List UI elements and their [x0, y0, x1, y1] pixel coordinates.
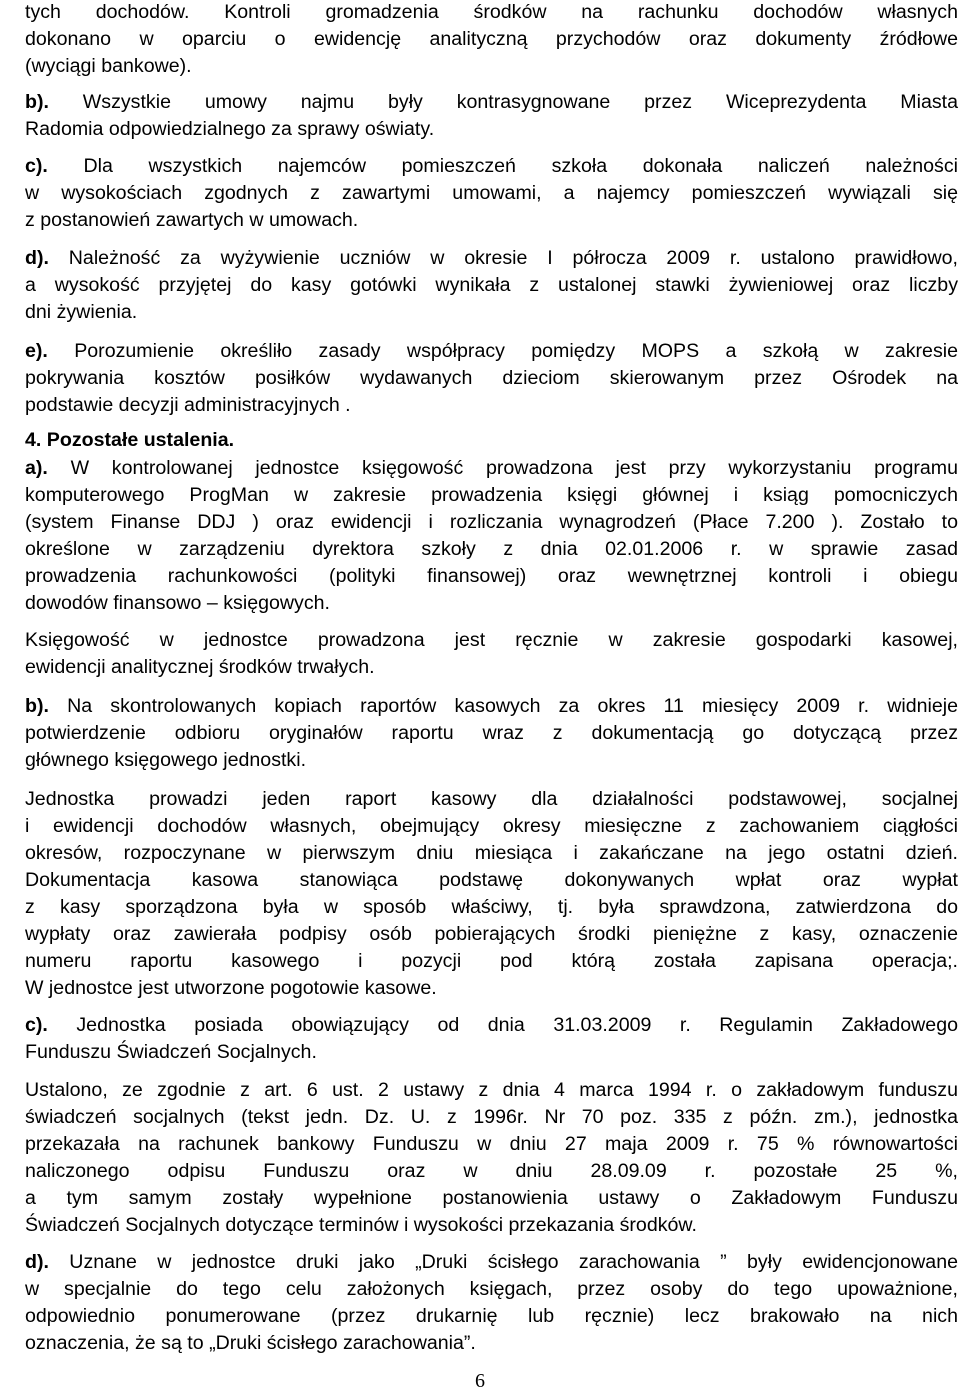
text-line: [25, 921, 958, 948]
text-line: [25, 867, 958, 894]
text-line: [25, 563, 958, 590]
line-text: i ewidencji dochodów własnych, obejmujący okresy miesięczne z zachowaniem ciągłości: [25, 815, 958, 837]
text-line: [25, 26, 958, 53]
item-label: a).: [25, 457, 48, 479]
line-text: Funduszu Świadczeń Socjalnych.: [25, 1041, 317, 1063]
line-text: (wyciągi bankowe).: [25, 55, 192, 77]
text-line: [25, 786, 958, 813]
text-line: [25, 1249, 958, 1276]
text-line: [25, 207, 958, 234]
text-line: [25, 627, 958, 654]
line-text: określone w zarządzeniu dyrektora szkoły z dnia 02.01.2006 r. w sprawie zasad: [25, 538, 958, 560]
item-label: d).: [25, 247, 49, 269]
text-line: [25, 392, 958, 419]
line-text: numeru raportu kasowego i pozycji pod którą została zapisana operacja;.: [25, 950, 958, 972]
line-text: z kasy sporządzona była w sposób właściwy, tj. była sprawdzona, zatwierdzona do: [25, 896, 958, 918]
text-line: [25, 1012, 958, 1039]
paragraph-c2b: [25, 1077, 958, 1239]
line-text: z postanowień zawartych w umowach.: [25, 209, 359, 231]
line-text: (system Finanse DDJ ) oraz ewidencji i rozliczania wynagrodzeń (Płace 7.200 ). Zostało to: [25, 511, 958, 533]
line-text: dowodów finansowo – księgowych.: [25, 592, 330, 614]
text-line: [25, 455, 958, 482]
line-text: dokonano w oparciu o ewidencję analityczną przychodów oraz dokumenty źródłowe: [25, 28, 958, 50]
item-label: e).: [25, 340, 48, 362]
text-line: [25, 0, 958, 26]
line-text: ewidencji analitycznej środków trwałych.: [25, 656, 375, 678]
line-text: W jednostce jest utworzone pogotowie kasowe.: [25, 977, 437, 999]
line-text: Ustalono, ze zgodnie z art. 6 ust. 2 ustawy z dnia 4 marca 1994 r. o zakładowym funduszu: [25, 1079, 958, 1101]
text-line: [25, 1303, 958, 1330]
text-line: [25, 720, 958, 747]
line-text: potwierdzenie odbioru oryginałów raportu wraz z dokumentacją go dotyczącą przez: [25, 722, 958, 744]
line-text: pokrywania kosztów posiłków wydawanych dzieciom skierowanym przez Ośrodek na: [25, 367, 958, 389]
line-text: komputerowego ProgMan w zakresie prowadzenia księgi głównej i ksiąg pomocniczych: [25, 484, 958, 506]
line-text: Uznane w jednostce druki jako „Druki ścisłego zarachowania ” były ewidencjonowane: [48, 1251, 958, 1273]
text-line: [25, 693, 958, 720]
line-text: w specjalnie do tego celu założonych księgach, przez osoby do tego upoważnione,: [25, 1278, 958, 1300]
text-line: [25, 53, 958, 80]
line-text: Jednostka prowadzi jeden raport kasowy dla działalności podstawowej, socjalnej: [25, 788, 958, 810]
line-text: tych dochodów. Kontroli gromadzenia środków na rachunku dochodów własnych: [25, 1, 958, 23]
line-text: Dla wszystkich najemców pomieszczeń szkoła dokonała naliczeń należności: [47, 155, 958, 177]
text-line: [25, 654, 958, 681]
text-line: [25, 153, 958, 180]
line-text: Księgowość w jednostce prowadzona jest ręcznie w zakresie gospodarki kasowej,: [25, 629, 958, 651]
paragraph-c2: [25, 1012, 958, 1066]
text-line: [25, 89, 958, 116]
line-text: odpowiednio ponumerowane (przez drukarnię lub ręcznie) lecz brakowało na nich: [25, 1305, 958, 1327]
item-label: c).: [25, 1014, 48, 1036]
text-line: [25, 813, 958, 840]
text-line: [25, 1039, 958, 1066]
paragraph-intro: [25, 0, 958, 80]
line-text: naliczonego odpisu Funduszu oraz w dniu 28.09.09 r. pozostałe 25 %,: [25, 1160, 958, 1182]
line-text: Dokumentacja kasowa stanowiąca podstawę dokonywanych wpłat oraz wypłat: [25, 869, 958, 891]
paragraph-b2: [25, 693, 958, 774]
paragraph-a2: [25, 455, 958, 617]
paragraph-c1: [25, 153, 958, 234]
line-text: w wysokościach zgodnych z zawartymi umowami, a najemcy pomieszczeń wywiązali się: [25, 182, 958, 204]
line-text: podstawie decyzji administracyjnych .: [25, 394, 351, 416]
line-text: Radomia odpowiedzialnego za sprawy oświaty.: [25, 118, 435, 140]
text-line: [25, 299, 958, 326]
line-text: W kontrolowanej jednostce księgowość prowadzona jest przy wykorzystaniu programu: [47, 457, 958, 479]
line-text: głównego księgowego jednostki.: [25, 749, 307, 771]
line-text: okresów, rozpoczynane w pierwszym dniu miesiąca i zakańczane na jego ostatni dzień.: [25, 842, 958, 864]
line-text: Świadczeń Socjalnych dotyczące terminów i wysokości przekazania środków.: [25, 1214, 697, 1236]
line-text: Jednostka posiada obowiązujący od dnia 31.03.2009 r. Regulamin Zakładowego: [47, 1014, 958, 1036]
line-text: Wszystkie umowy najmu były kontrasygnowane przez Wiceprezydenta Miasta: [48, 91, 958, 113]
text-line: [25, 1212, 958, 1239]
text-line: [25, 590, 958, 617]
item-label: d).: [25, 1251, 49, 1273]
line-text: świadczeń socjalnych (tekst jedn. Dz. U. z 1996r. Nr 70 poz. 335 z późn. zm.), jednostka: [25, 1106, 958, 1128]
text-line: [25, 1185, 958, 1212]
text-line: [25, 747, 958, 774]
text-line: [25, 948, 958, 975]
line-text: oznaczenia, że są to „Druki ścisłego zarachowania”.: [25, 1332, 476, 1354]
line-text: a wysokość przyjętej do kasy gotówki wynikała z ustalonej stawki żywieniowej oraz liczby: [25, 274, 958, 296]
item-label: b).: [25, 91, 49, 113]
text-line: [25, 1131, 958, 1158]
line-text: Na skontrolowanych kopiach raportów kasowych za okres 11 miesięcy 2009 r. widnieje: [48, 695, 958, 717]
line-text: wypłaty oraz zawierała podpisy osób pobierających środki pieniężne z kasy, oznaczenie: [25, 923, 958, 945]
text-line: [25, 116, 958, 143]
paragraph-b1: [25, 89, 958, 143]
text-line: [25, 1276, 958, 1303]
text-line: [25, 245, 958, 272]
paragraph-a2b: [25, 627, 958, 681]
text-line: [25, 180, 958, 207]
text-line: [25, 536, 958, 563]
line-text: przekazała na rachunek bankowy Funduszu w dniu 27 maja 2009 r. 75 % równowartości: [25, 1133, 958, 1155]
text-line: [25, 1104, 958, 1131]
text-line: [25, 840, 958, 867]
paragraph-d2: [25, 1249, 958, 1357]
paragraph-b2b: [25, 786, 958, 1002]
text-line: [25, 509, 958, 536]
text-line: [25, 1077, 958, 1104]
text-line: [25, 894, 958, 921]
line-text: Należność za wyżywienie uczniów w okresie I półrocza 2009 r. ustalono prawidłowo,: [48, 247, 958, 269]
item-label: c).: [25, 155, 48, 177]
line-text: Porozumienie określiło zasady współpracy pomiędzy MOPS a szkołą w zakresie: [47, 340, 958, 362]
text-line: [25, 1158, 958, 1185]
section-heading: 4. Pozostałe ustalenia.: [25, 429, 235, 451]
item-label: b).: [25, 695, 49, 717]
paragraph-d1: [25, 245, 958, 326]
paragraph-e1: [25, 338, 958, 419]
text-line: [25, 272, 958, 299]
line-text: dni żywienia.: [25, 301, 138, 323]
page-number: 6: [475, 1370, 485, 1392]
line-text: prowadzenia rachunkowości (polityki finansowej) oraz wewnętrznej kontroli i obiegu: [25, 565, 958, 587]
text-line: [25, 1330, 958, 1357]
text-line: [25, 975, 958, 1002]
text-line: [25, 365, 958, 392]
text-line: [25, 338, 958, 365]
line-text: a tym samym zostały wypełnione postanowienia ustawy o Zakładowym Funduszu: [25, 1187, 958, 1209]
text-line: [25, 482, 958, 509]
